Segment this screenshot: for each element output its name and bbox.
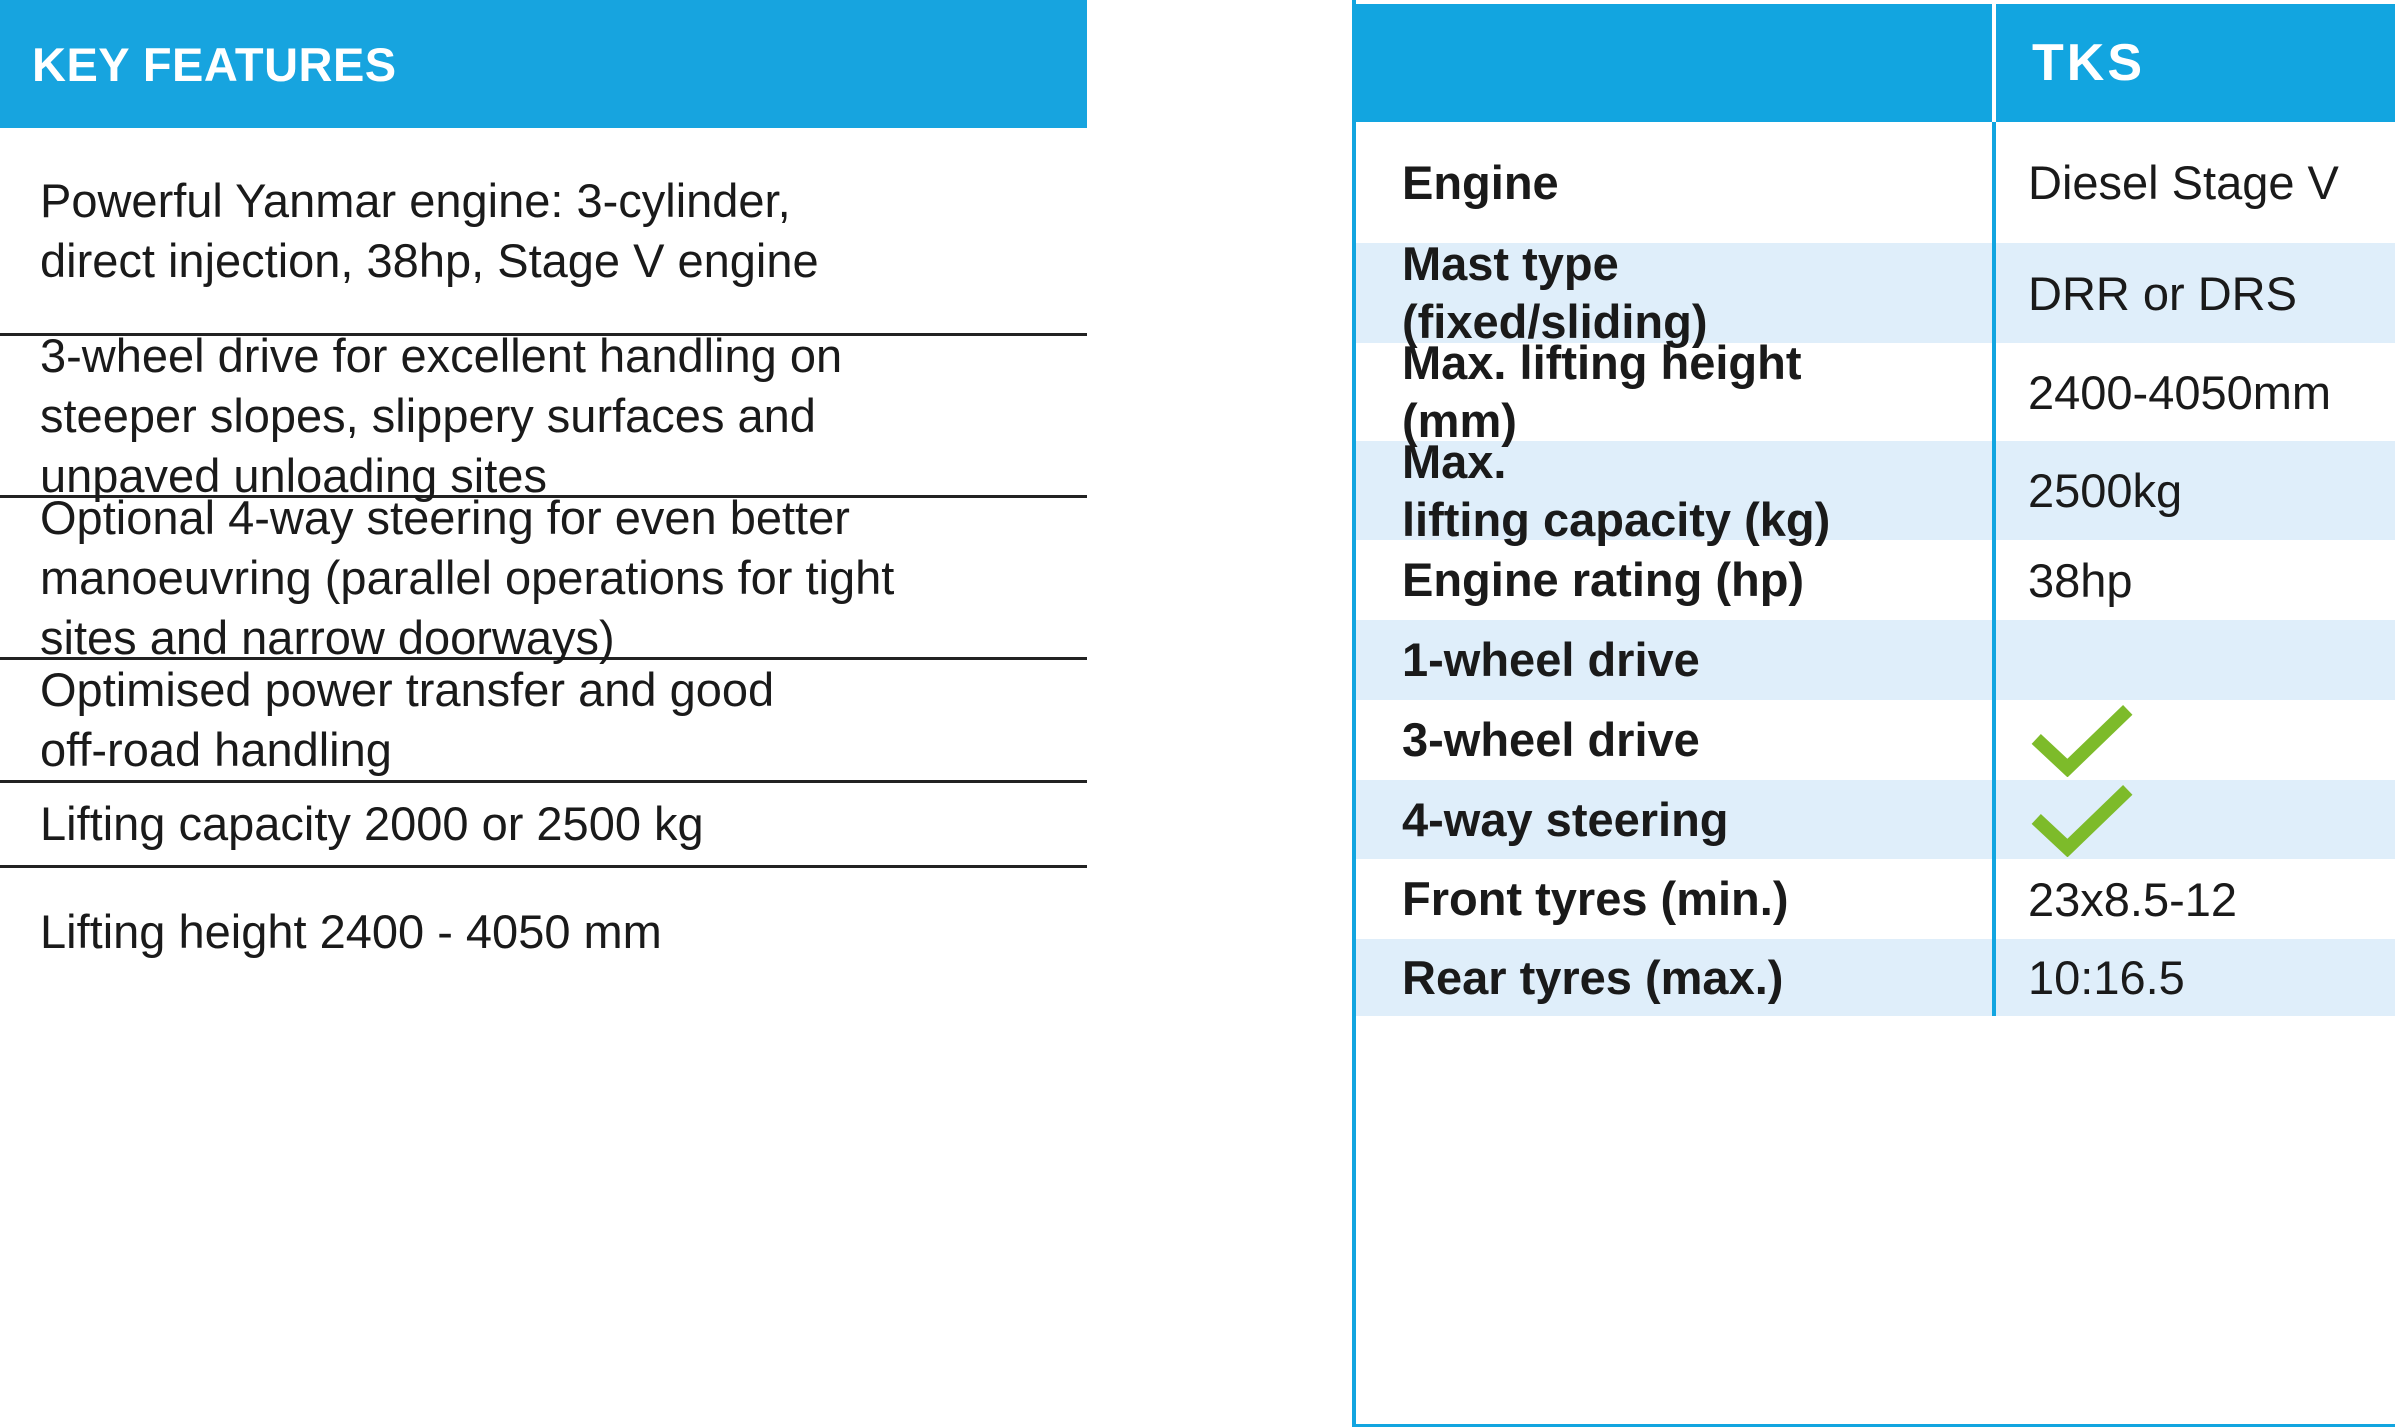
spec-label <box>1356 859 1992 939</box>
spec-row <box>1356 336 2395 447</box>
key-features-header <box>0 0 1087 128</box>
feature-text-line: Optional 4-way steering for even better <box>40 490 850 544</box>
key-features-title: KEY FEATURES <box>32 37 397 91</box>
spec-label-text <box>1402 949 1783 1007</box>
spec-label-text <box>1402 711 1700 769</box>
feature-text-line: Powerful Yanmar engine: 3-cylinder, <box>40 173 791 227</box>
spec-label <box>1356 122 1992 243</box>
spec-label-line: 4-way steering <box>1402 792 1729 846</box>
spec-label-line: 1-wheel drive <box>1402 633 1700 686</box>
spec-row <box>1356 620 2395 700</box>
spec-label-line: (mm) <box>1402 394 1517 447</box>
spec-row <box>1356 122 2395 243</box>
spec-row <box>1356 700 2395 780</box>
spec-label-line: 3-wheel drive <box>1402 713 1700 766</box>
spec-label-text <box>1402 154 1559 212</box>
check-icon <box>2030 783 2134 857</box>
spec-label <box>1356 939 1992 1016</box>
spec-label-line: Max. lifting height <box>1402 336 1802 389</box>
feature-text-line: manoeuvring (parallel operations for tight <box>40 550 895 604</box>
spec-label <box>1356 540 1992 620</box>
feature-text-line: 3-wheel drive for excellent handling on <box>40 328 843 382</box>
spec-label <box>1356 780 1992 859</box>
spec-rows <box>1356 122 2395 1016</box>
feature-item <box>0 660 1087 783</box>
feature-item <box>0 328 1087 502</box>
spec-row <box>1356 540 2395 620</box>
spec-value: 2400-4050mm <box>2028 365 2332 419</box>
spec-value: 2500kg <box>2028 464 2183 517</box>
feature-text-line: Lifting capacity 2000 or 2500 kg <box>40 797 704 850</box>
spec-label <box>1356 434 1992 546</box>
spec-value <box>1996 620 2395 700</box>
spec-row <box>1356 434 2395 546</box>
spec-label-text <box>1402 791 1729 849</box>
feature-text <box>40 171 819 291</box>
feature-text <box>40 902 662 962</box>
spec-value: DRR or DRS <box>2028 266 2297 320</box>
spec-value <box>1996 700 2395 780</box>
key-features-panel <box>0 0 1087 1068</box>
spec-label <box>1356 700 1992 780</box>
spec-label <box>1356 336 1992 447</box>
spec-value <box>1996 780 2395 859</box>
spec-value: 10:16.5 <box>2028 951 2185 1004</box>
spec-label-line: Engine rating (hp) <box>1402 553 1805 606</box>
feature-text-line: off-road handling <box>40 723 392 776</box>
spec-label-line: (fixed/sliding) <box>1402 295 1708 348</box>
feature-item <box>0 783 1087 868</box>
spec-row <box>1356 859 2395 939</box>
spec-label-text <box>1402 433 1830 549</box>
spec-label-text <box>1402 551 1804 609</box>
spec-label <box>1356 237 1992 348</box>
spec-label <box>1356 620 1992 700</box>
spec-label-line: Mast type <box>1402 237 1619 290</box>
feature-text-line: unpaved unloading sites <box>40 448 547 502</box>
feature-item <box>0 868 1087 1068</box>
spec-model-name: TKS <box>2032 34 2145 92</box>
feature-list <box>0 128 1087 1068</box>
feature-item <box>0 490 1087 664</box>
feature-text-line: Optimised power transfer and good <box>40 663 775 716</box>
spec-label-line: Rear tyres (max.) <box>1402 950 1784 1004</box>
check-icon <box>2030 703 2134 777</box>
feature-text <box>40 794 704 854</box>
feature-text-line: Lifting height 2400 - 4050 mm <box>40 905 662 958</box>
spec-label-text <box>1402 870 1788 928</box>
spec-label-line: Front tyres (min.) <box>1402 872 1789 925</box>
feature-text-line: sites and narrow doorways) <box>40 610 615 664</box>
spec-row <box>1356 237 2395 348</box>
spec-row <box>1356 939 2395 1016</box>
feature-text <box>40 326 842 506</box>
spec-label-line: Engine <box>1402 155 1559 209</box>
feature-text-line: steeper slopes, slippery surfaces and <box>40 388 816 442</box>
feature-text <box>40 488 894 668</box>
spec-label-line: lifting capacity (kg) <box>1402 492 1831 546</box>
feature-item <box>0 128 1087 336</box>
spec-label-line: Max. <box>1402 434 1507 488</box>
feature-text-line: direct injection, 38hp, Stage V engine <box>40 233 819 287</box>
feature-text <box>40 660 774 780</box>
spec-value: 23x8.5-12 <box>2028 872 2238 926</box>
spec-value: Diesel Stage V <box>2028 156 2339 209</box>
spec-row <box>1356 780 2395 859</box>
spec-table-header <box>1356 0 2395 122</box>
spec-header-label <box>1356 4 1992 122</box>
spec-label-text <box>1402 631 1700 689</box>
spec-table <box>1352 0 2395 1427</box>
spec-value: 38hp <box>2028 553 2133 607</box>
